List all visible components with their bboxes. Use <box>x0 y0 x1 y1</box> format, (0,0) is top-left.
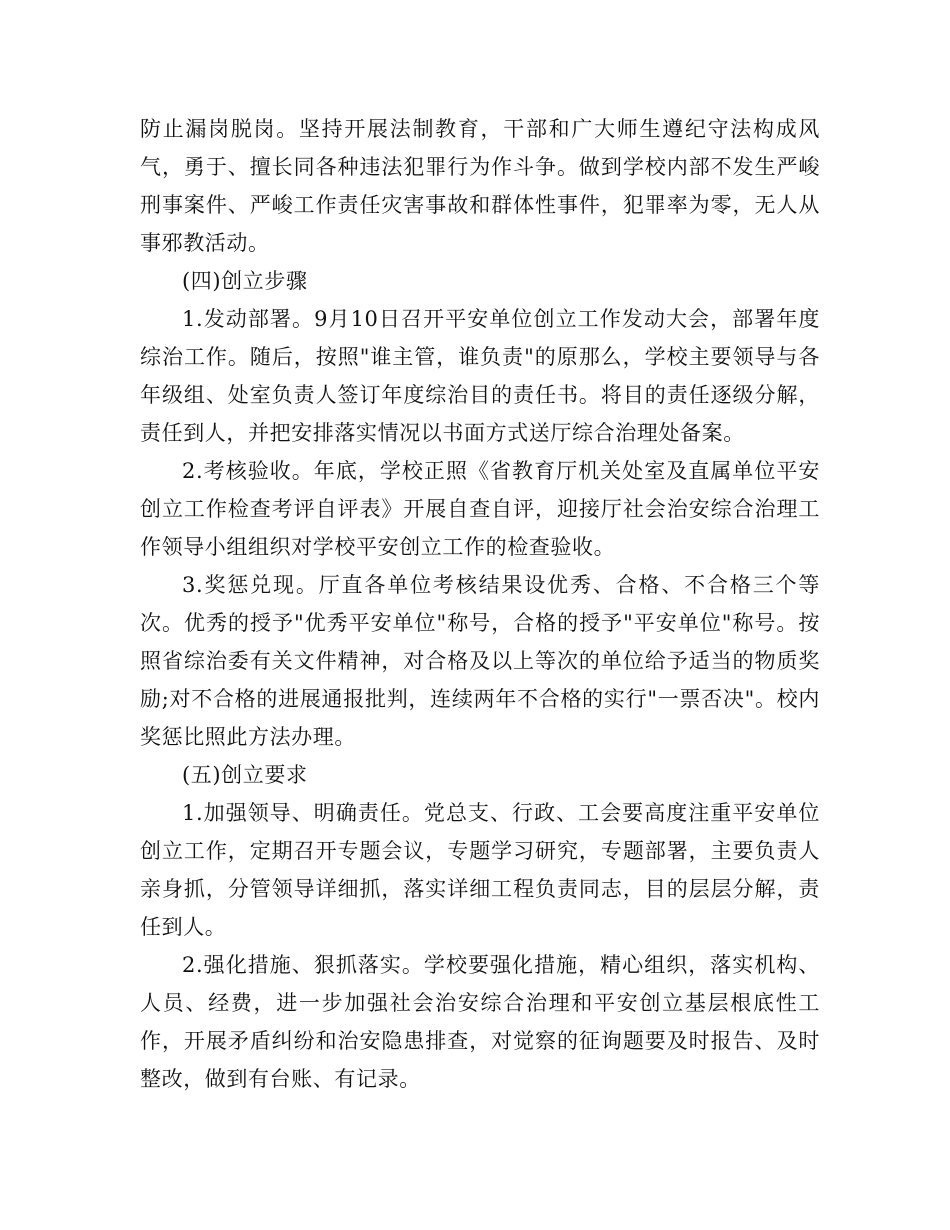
paragraph-requirement-2: 2.强化措施、狠抓落实。学校要强化措施，精心组织，落实机构、人员、经费，进一步加强社会治安综合治理和平安创立基层根底性工作，开展矛盾纠纷和治安隐患排查，对觉察的征询题要及时报告、及时整改，做到有台账、有记录。 <box>140 953 820 1091</box>
section-heading-steps: (四)创立步骤 <box>182 269 308 293</box>
paragraph-step-3: 3.奖惩兑现。厅直各单位考核结果设优秀、合格、不合格三个等次。优秀的授予"优秀平安单位"称号，合格的授予"平安单位"称号。按照省综治委有关文件精神，对合格及以上等次的单位给予适当的物质奖励;对不合格的进展通报批判，连续两年不合格的实行"一票否决"。校内奖惩比照此方法办理。 <box>140 573 820 749</box>
paragraph-requirement-1: 1.加强领导、明确责任。党总支、行政、工会要高度注重平安单位创立工作，定期召开专题会议，专题学习研究，专题部署，主要负责人亲身抓，分管领导详细抓，落实详细工程负责同志，目的层层分解，责任到人。 <box>140 801 820 939</box>
paragraph-continuation: 防止漏岗脱岗。坚持开展法制教育，干部和广大师生遵纪守法构成风气，勇于、擅长同各种违法犯罪行为作斗争。做到学校内部不发生严峻刑事案件、严峻工作责任灾害事故和群体性事件，犯罪率为零，无人从事邪教活动。 <box>140 117 820 255</box>
paragraph-step-1: 1.发动部署。9月10日召开平安单位创立工作发动大会，部署年度综治工作。随后，按照"谁主管，谁负责"的原那么，学校主要领导与各年级组、处室负责人签订年度综治目的责任书。将目的责任逐级分解，责任到人，并把安排落实情况以书面方式送厅综合治理处备案。 <box>140 307 820 445</box>
section-heading-requirements: (五)创立要求 <box>182 763 308 787</box>
document-body <box>140 110 820 1098</box>
paragraph-step-2: 2.考核验收。年底，学校正照《省教育厅机关处室及直属单位平安创立工作检查考评自评表》开展自查自评，迎接厅社会治安综合治理工作领导小组组织对学校平安创立工作的检查验收。 <box>140 459 820 559</box>
